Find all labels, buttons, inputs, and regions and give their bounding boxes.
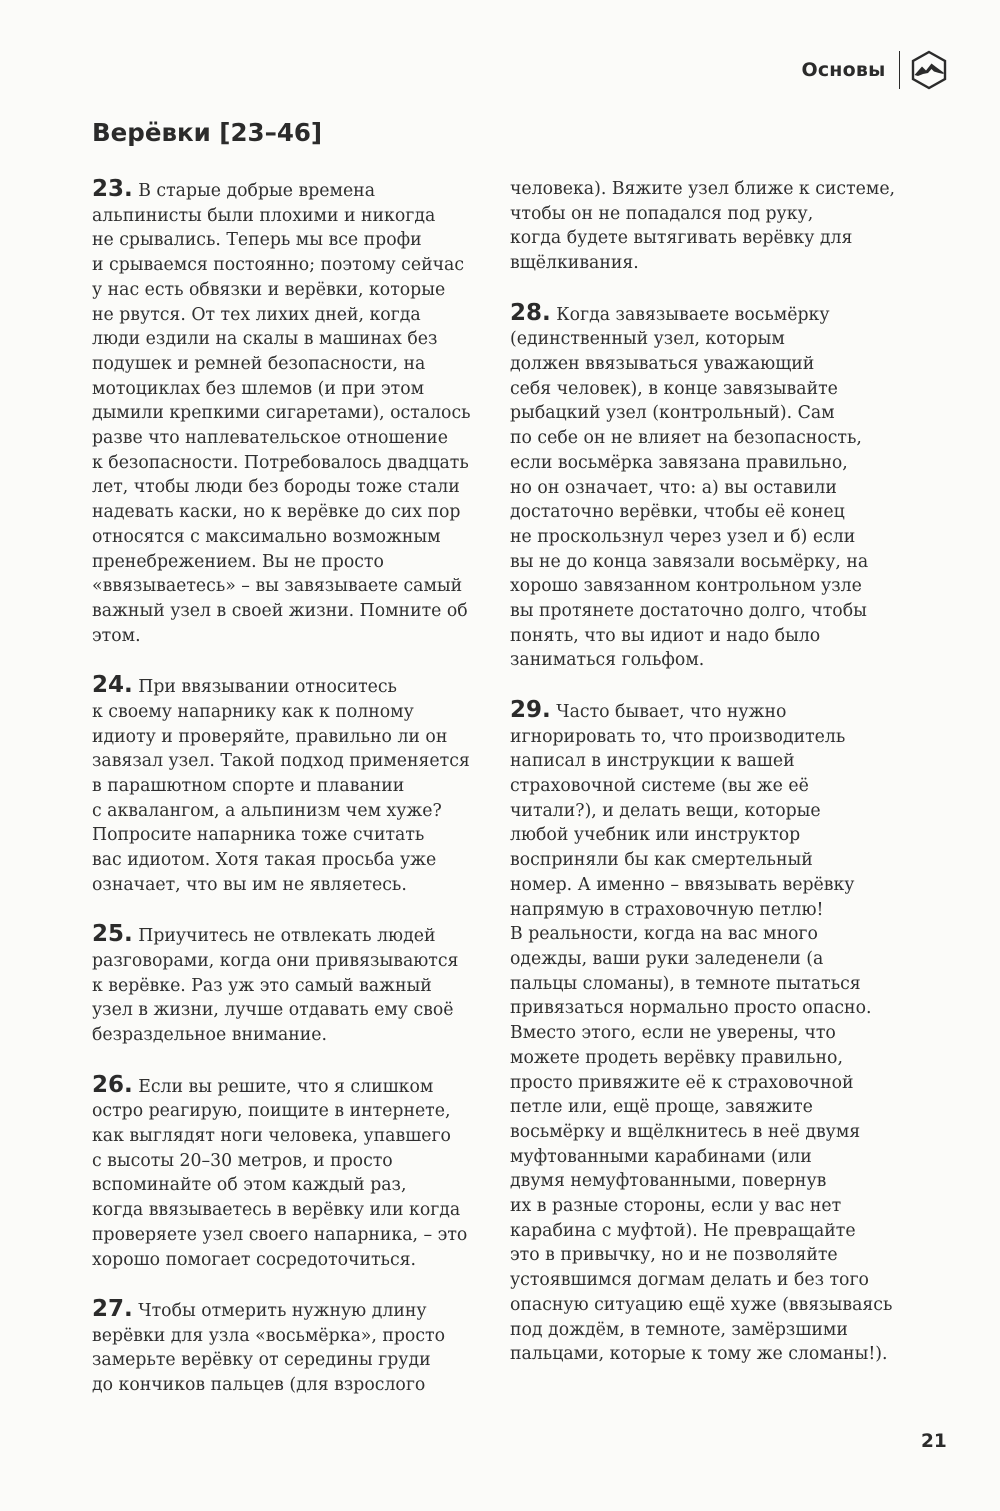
tip-text: Приучитесь не отвлекать людей разговорами, когда они привязываются к верёвке. Раз уж это самый важный узел в жизни, лучше отдавать ему своё безраздельное внимание. <box>92 926 459 1046</box>
tip-number: 24. <box>92 672 133 699</box>
tip-24 <box>92 673 502 897</box>
tip-27-continuation: человека). Вяжите узел ближе к системе, чтобы он не попадался под руку, когда будете вытягивать верёвку для вщёлкивания. <box>510 179 896 274</box>
header-divider <box>899 51 901 89</box>
tip-text: При ввязывании относитесь к своему напарнику как к полному идиоту и проверяйте, правильно ли он завязал узел. Такой подход применяется в парашютном спорте и плавании с аквалангом, а альпинизм чем хуже? Попросите напарника тоже считать вас идиотом. Хотя такая просьба уже означает, что вы им не являетесь. <box>92 677 470 895</box>
tip-number: 28. <box>510 299 551 326</box>
right-column <box>510 177 920 1392</box>
tip-number: 25. <box>92 921 133 948</box>
tip-29 <box>510 698 920 1367</box>
tip-25 <box>92 922 502 1048</box>
page-number: 21 <box>921 1431 947 1452</box>
tip-text: Чтобы отмерить нужную длину верёвки для узла «восьмёрка», просто замерьте верёвку от середины груди до кончиков пальцев (для взрослого <box>92 1301 445 1396</box>
mountain-hexagon-icon <box>910 50 948 90</box>
tip-26 <box>92 1073 502 1273</box>
tip-text: Когда завязываете восьмёрку (единственный узел, которым должен ввязываться уважающий себя человек), в конце завязывайте рыбацкий узел (контрольный). Сам по себе он не влияет на безопасность, если восьмёрка завязана правильно, но он означает, что: а) вы оставили достаточно верёвки, чтобы её конец не проскользнул через узел и б) если вы не до конца завязали восьмёрку, на хорошо завязанном контрольном узле вы протянете достаточно долго, чтобы понять, что вы идиот и надо было заниматься гольфом. <box>510 304 869 671</box>
tip-number: 23. <box>92 176 133 202</box>
tip-number: 27. <box>92 1296 133 1323</box>
tip-text: Если вы решите, что я слишком остро реагирую, поищите в интернете, как выглядят ноги человека, упавшего с высоты 20–30 метров, и просто вспоминайте об этом каждый раз, когда ввязываетесь в верёвку или когда проверяете узел своего напарника, – это хорошо помогает сосредоточиться. <box>92 1076 468 1270</box>
section-label: Основы <box>801 59 886 81</box>
page-header <box>801 48 948 92</box>
tip-number: 26. <box>92 1071 133 1098</box>
section-title: Верёвки [23–46] <box>92 118 323 147</box>
left-column <box>92 177 502 1423</box>
tip-28 <box>510 301 920 674</box>
tip-number: 29. <box>510 696 551 723</box>
tip-text: В старые добрые времена альпинисты были плохими и никогда не срывались. Теперь мы все профи и срываемся постоянно; поэтому сейчас у нас есть обвязки и верёвки, которые не рвутся. От тех лихих дней, когда люди ездили на скалы в машинах без подушек и ремней безопасности, на мотоциклах без шлемов (и при этом дымили крепкими сигаретами), осталось разве что наплевательское отношение к безопасности. Потребовалось двадцать лет, чтобы люди без бороды тоже стали надевать каски, но к верёвке до сих пор относятся с максимально возможным пренебрежением. Вы не просто «ввязываетесь» – вы завязываете самый важный узел в своей жизни. Помните об этом. <box>92 181 471 646</box>
tip-text: Часто бывает, что нужно игнорировать то, что производитель написал в инструкции к вашей страховочной системе (вы же её читали?), и делать вещи, которые любой учебник или инструктор восприняли бы как смертельный номер. А именно – ввязывать верёвку напрямую в страховочную петлю! В реальности, когда на вас много одежды, ваши руки заледенели (а пальцы сломаны), в темноте пытаться привязаться нормально просто опасно. Вместо этого, если не уверены, что можете продеть верёвку правильно, просто привяжите её к страховочной петле или, ещё проще, завяжите восьмёрку и вщёлкнитесь в неё двумя муфтованными карабинами (или двумя немуфтованными, повернув их в разные стороны, если у вас нет карабина с муфтой). Не превращайте это в привычку, но и не позволяйте устоявшимся догмам делать и без того опасную ситуацию ещё хуже (ввязываясь под дождём, в темноте, замёрзшими пальцами, которые к тому же сломаны!). <box>510 701 893 1365</box>
tip-27 <box>92 1297 502 1398</box>
tip-23 <box>92 177 502 648</box>
